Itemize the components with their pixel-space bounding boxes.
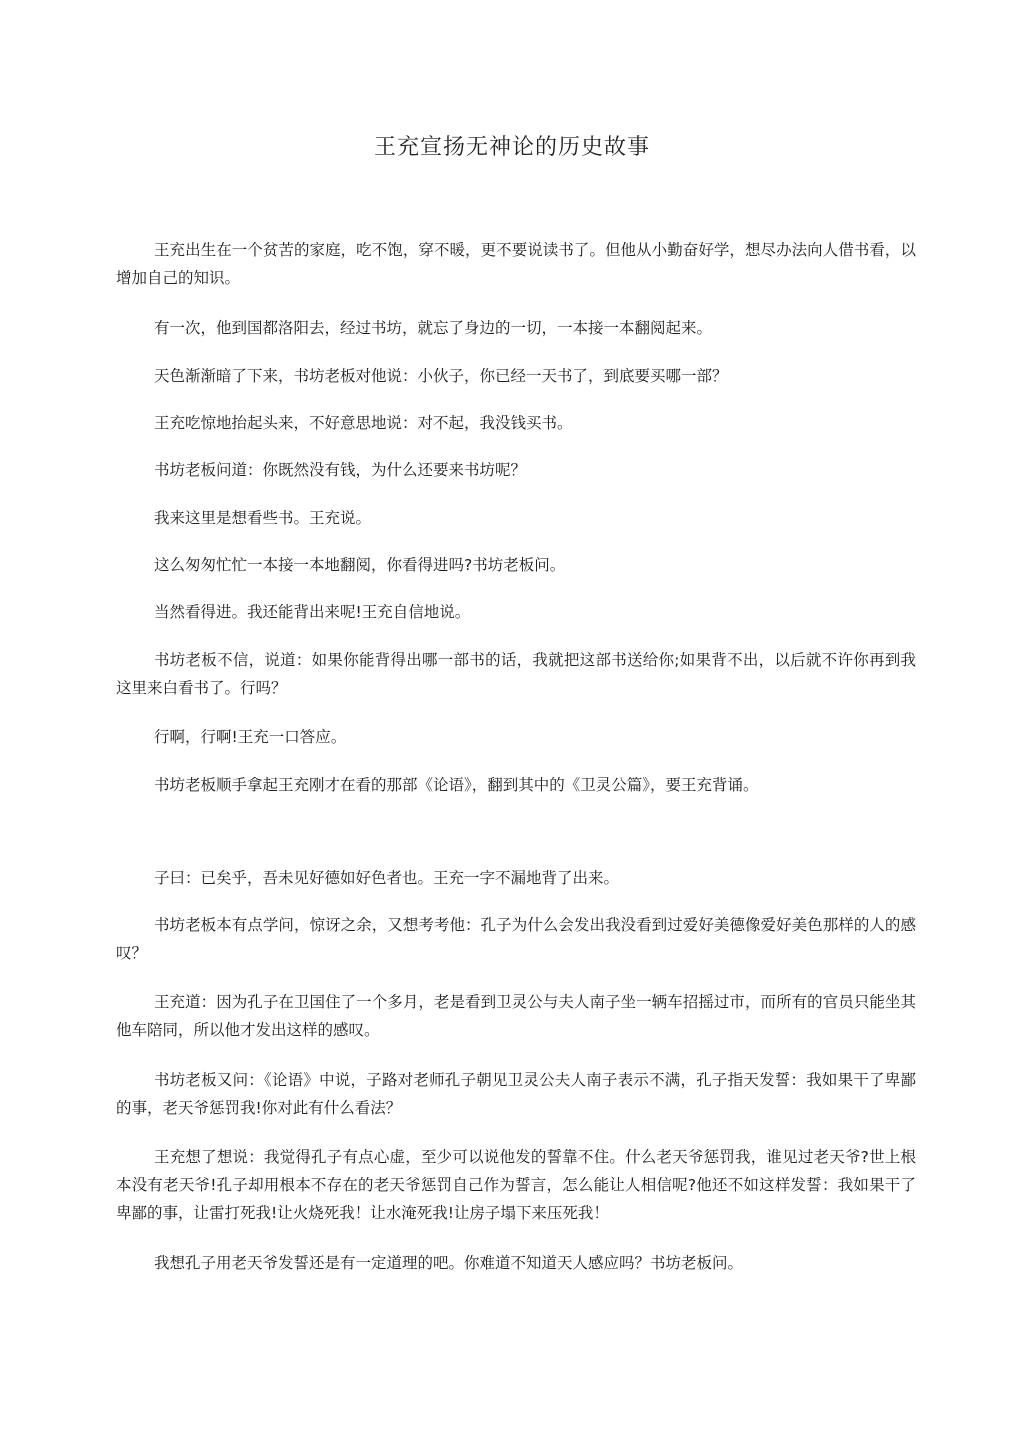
- paragraph: 子曰：已矣乎，吾未见好德如好色者也。王充一字不漏地背了出来。: [154, 869, 620, 887]
- paragraph: 书坊老板本有点学问，惊讶之余，又想考考他：孔子为什么会发出我没看到过爱好美德像爱好美色那样的人的感叹？: [116, 916, 916, 962]
- paragraph: 这么匆匆忙忙一本接一本地翻阅，你看得进吗?书坊老板问。: [154, 556, 566, 574]
- paragraph: 有一次，他到国都洛阳去，经过书坊，就忘了身边的一切，一本接一本翻阅起来。: [154, 319, 713, 337]
- document-title: 王充宣扬无神论的历史故事: [373, 135, 650, 160]
- paragraph: 王充道：因为孔子在卫国住了一个多月，老是看到卫灵公与夫人南子坐一辆车招摇过市，而所有的官员只能坐其他车陪同，所以他才发出这样的感叹。: [116, 993, 916, 1039]
- paragraph: 书坊老板顺手拿起王充刚才在看的那部《论语》，翻到其中的《卫灵公篇》，要王充背诵。: [154, 776, 759, 794]
- paragraph: 书坊老板不信，说道：如果你能背得出哪一部书的话，我就把这部书送给你;如果背不出，以后就不许你再到我这里来白看书了。行吗？: [116, 651, 916, 697]
- paragraph: 当然看得进。我还能背出来呢!王充自信地说。: [154, 603, 471, 621]
- paragraph: 书坊老板问道：你既然没有钱，为什么还要来书坊呢？: [154, 461, 527, 479]
- paragraph: 王充想了想说：我觉得孔子有点心虚，至少可以说他发的誓靠不住。什么老天爷惩罚我，谁见过老天爷?世上根本没有老天爷!孔子却用根本不存在的老天爷惩罚自己作为誓言，怎么能让人相信呢?他还不如这样发誓：我如果干了卑鄙的事，让雷打死我!让火烧死我！让水淹死我!让房子塌下来压死我！: [116, 1148, 916, 1222]
- paragraph: 我来这里是想看些书。王充说。: [154, 509, 372, 527]
- paragraph: 王充出生在一个贫苦的家庭，吃不饱，穿不暖，更不要说读书了。但他从小勤奋好学，想尽办法向人借书看，以增加自己的知识。: [116, 241, 916, 287]
- paragraph: 书坊老板又问：《论语》中说，子路对老师孔子朝见卫灵公夫人南子表示不满，孔子指天发誓：我如果干了卑鄙的事，老天爷惩罚我!你对此有什么看法？: [116, 1071, 916, 1117]
- paragraph: 行啊，行啊!王充一口答应。: [154, 728, 347, 746]
- paragraph: 天色渐渐暗了下来，书坊老板对他说：小伙子，你已经一天书了，到底要买哪一部？: [154, 367, 728, 385]
- paragraph: 王充吃惊地抬起头来，不好意思地说：对不起，我没钱买书。: [154, 414, 573, 432]
- paragraph: 我想孔子用老天爷发誓还是有一定道理的吧。你难道不知道天人感应吗？书坊老板问。: [154, 1254, 744, 1272]
